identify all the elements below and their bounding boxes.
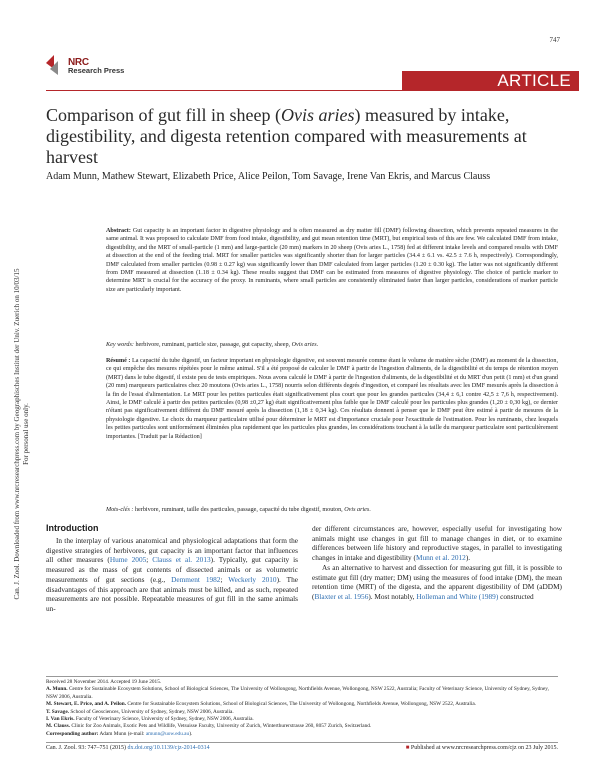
keywords: Key words: herbivore, ruminant, particle size, passage, gut capacity, sheep, Ovis aries.: [106, 342, 319, 348]
abstract-text: Gut capacity is an important factor in digestive physiology and is often measured as dry matter fill (DMF) following dissection, which prevents repeated measures in the same animal. It was proposed to calculate DMF from food intake, digestibility, and gut mean retention time (MRT), but empirical tests of this are few. We calculated DMF from intake, digestibility, and the MRT of small-particle (1 mm) and large-particle (20 mm) markers in 20 sheep (Ovis aries L., 1758) fed at different intake levels and compared results with DMF at dissection at the end of the feeding trial. MRT for smaller particles was significantly shorter than for larger particles (34.4 ± 6.1 vs. 42.5 ± 7.6 h, respectively). Correspondingly, DMF calculated from smaller particles (0.98 ± 0.27 kg) was significantly lower than DMF calculated from larger particles (1.20 ± 0.30 kg). The latter was not significantly different from DMF measured at dissection (1.18 ± 0.34 kg). These results suggest that DMF can be estimated from measures of digestive physiology. The choice of particle marker to determine MRT is crucial for the accuracy of the proxy. In ruminants, where small particles are consistently eliminated faster than larger particles, considerations of marker particle size are particularly important.: [106, 228, 558, 293]
logo-research-press: Research Press: [68, 66, 125, 75]
intro-paragraph: As an alternative to harvest and dissection for measuring gut fill, it is possible to estimate gut fill (dry matter; DM) using the measures of food intake (DM), the mean retention time (MRT) of the digesta, and the apparent digestibility of DM (aDDM) (Blaxter et al. 1956). Most notably, Holleman and White (1989) constructed: [312, 562, 562, 601]
resume-label: Résumé :: [106, 358, 131, 364]
affiliation: M. Clauss. Clinic for Zoo Animals, Exotic Pets and Wildlife, Vetsuisse Faculty, University of Zurich, Winterthurerstrasse 260, 8057 Zurich, Switzerland.: [46, 723, 372, 730]
article-title: Comparison of gut fill in sheep (Ovis aries) measured by intake, digestibility, and digesta retention compared with measurements at harvest: [46, 105, 527, 167]
footnotes: [46, 679, 558, 738]
footnote-rule: [46, 676, 558, 677]
publisher-marker-icon: ■: [405, 745, 410, 751]
affiliation: T. Savage. School of Geosciences, University of Sydney, Sydney, NSW 2006, Australia.: [46, 708, 234, 715]
nrc-logo-icon: [46, 55, 68, 77]
resume-text: La capacité du tube digestif, un facteur important en physiologie digestive, est souvent mesurée comme étant le volume de matière sèche (DMF) au moment de la dissection, ce qui empêche des mesures répétées pour le même animal. S'il a été proposé de calculer le DMF à partir de l'ingestion d'aliments, de la digestibilité et du temps de rétention moyen (MRT) dans le tube digestif, il existe peu de tests empiriques. Nous avons calculé le DMF à partir de l'ingestion d'aliments, de la digestibilité et du MRT d'un petit (1 mm) et d'un grand (20 mm) marqueurs particulaires chez 20 moutons (Ovis aries L., 1758) nourris selon différents degrés d'ingestion, et comparé les résultats avec les DMF mesurés après la dissection à la fin de l'essai d'alimentation. Le MRT pour les petites particules était significativement plus court que pour les grandes particules (34,4 ± 6,1 contre 42,5 ± 7,6 h, respectivement). Ainsi, le DMF calculé à partir des petites particules (0,98 ±0,27 kg) était significativement plus faible que le DMF calculé pour les particules plus grandes (1,20 ± 0,30 kg), ce dernier n'étant pas significativement différent du DMF mesuré après la dissection (1,18 ± 0,34 kg). Ces résultats donnent à penser que le DMF peut être estimé à partir de mesures de la physiologie digestive. Le choix du marqueur particulaire utilisé pour déterminer le MRT est d'importance cruciale pour l'exactitude de l'estimation. Pour les ruminants, chez lesquels les petites particules sont uniformément éliminées plus rapidement que les particules plus grandes, les considérations touchant à la taille du marqueur particulaire sont particulièrement importantes. [Traduit par la Rédaction]: [106, 358, 558, 440]
citation: Can. J. Zool. 93: 747–751 (2015) dx.doi.org/10.1139/cjz-2014-0314: [46, 745, 210, 751]
ref-link[interactable]: Weckerly 2010: [228, 574, 277, 584]
ref-link[interactable]: Holleman and White (1989): [416, 591, 499, 601]
title-species: Ovis aries: [280, 105, 355, 125]
ref-link[interactable]: Demment 1982: [171, 574, 221, 584]
intro-column-right: [312, 524, 562, 602]
affiliation: I. Van Ekris. Faculty of Veterinary Science, University of Sydney, Sydney, NSW 2006, Australia.: [46, 716, 254, 723]
email-link[interactable]: amunn@uow.edu.au: [145, 730, 190, 737]
intro-column-left: In the interplay of various anatomical and physiological adaptations that form the digestive strategies of herbivores, gut capacity is an important factor that influences all other measures (Hume 2005; Clauss et al. 2013). Typically, gut capacity is measured as the mass of gut contents of dissected animals or as volumetric measurements of gut sections (e.g., Demment 1982; Weckerly 2010). The disadvantages of this approach are that animals must be killed, and as such, repeated measurements are not possible. Repeatable measures of gut fill in the same animals un-: [46, 536, 298, 613]
published-line: ■ Published at www.nrcresearchpress.com/cjz on 23 July 2015.: [405, 745, 558, 751]
article-label: ARTICLE: [497, 71, 571, 90]
ref-link[interactable]: Clauss et al. 2013: [152, 555, 211, 565]
header-rule: [46, 90, 402, 91]
mots-cles-label: Mots-clés :: [106, 507, 134, 513]
doi-link[interactable]: dx.doi.org/10.1139/cjz-2014-0314: [127, 745, 210, 751]
affiliation: A. Munn. Centre for Sustainable Ecosystem Solutions, School of Biological Sciences, The University of Wollongong, Northfields Avenue, Wollongong, NSW 2522, Australia; Faculty of Veterinary Science, University of Sydney, Sydney, NSW 2006, Australia.: [46, 686, 549, 700]
ref-link[interactable]: Blaxter et al. 1956: [314, 591, 369, 601]
received-dates: Received 28 November 2014. Accepted 19 June 2015.: [46, 679, 162, 685]
download-sidebar: [4, 160, 34, 720]
sidebar-download-line: Can. J. Zool. Downloaded from www.nrcresearchpress.com by Geographisches Institut der Univ. Zuerich on 10/03/15: [13, 268, 21, 600]
page-number: 747: [549, 36, 560, 44]
keywords-label: Key words:: [106, 342, 134, 348]
abstract-label: Abstract:: [106, 228, 131, 234]
logo-nrc: NRC: [68, 57, 89, 68]
section-heading-introduction: Introduction: [46, 523, 99, 533]
corresponding-author: Corresponding author: Adam Munn (e-mail: amunn@uow.edu.au).: [46, 730, 193, 737]
sidebar-personal-use: For personal use only.: [22, 403, 30, 465]
resume: [106, 357, 558, 441]
ref-link[interactable]: Munn et al. 2012: [415, 553, 466, 563]
article-band: [402, 71, 579, 91]
affiliation: M. Stewart, E. Price, and A. Peilon. Centre for Sustainable Ecosystem Solutions, School of Biological Sciences, The University of Wollongong, Northfields Avenue, Wollongong, NSW 2522, Australia.: [46, 701, 477, 708]
intro-paragraph: der different circumstances are, however, especially useful for investigating how animals might use changes in gut fill to manage changes in diet, or to examine differences between life history and reproductive stages, in parallel to investigating changes in intake and digestibility (Munn et al. 2012).: [312, 524, 562, 563]
abstract: [106, 227, 558, 294]
bottom-rule: [46, 742, 558, 743]
ref-link[interactable]: Hume 2005: [109, 555, 147, 565]
mots-cles: Mots-clés : herbivore, ruminant, taille des particules, passage, capacité du tube digestif, mouton, Ovis aries.: [106, 507, 371, 513]
author-list: Adam Munn, Mathew Stewart, Elizabeth Price, Alice Peilon, Tom Savage, Irene Van Ekris, and Marcus Clauss: [46, 171, 491, 182]
publisher-logo[interactable]: [46, 55, 166, 95]
